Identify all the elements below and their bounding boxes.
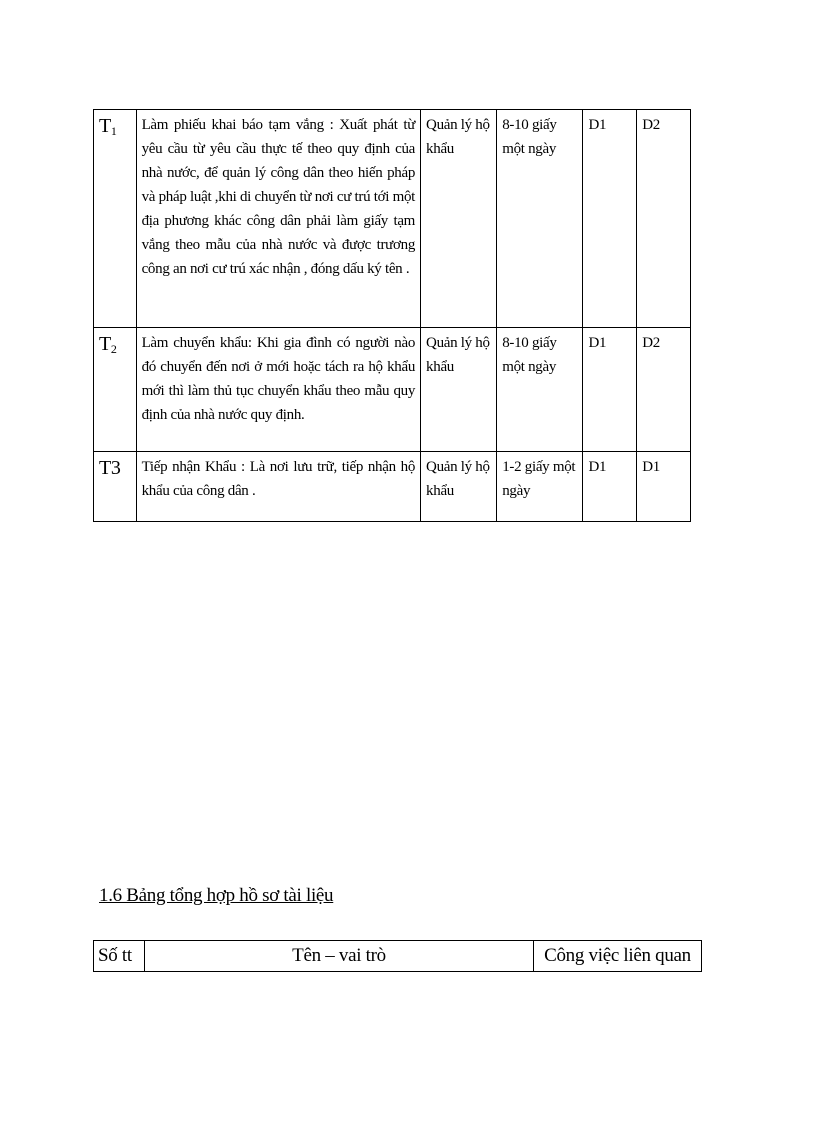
task-id-cell: [94, 328, 137, 452]
table-row: [94, 328, 691, 452]
task-description: Làm phiếu khai báo tạm vắng : Xuất phát từ yêu cầu từ yêu cầu thực tế theo quy định của nhà nước, để quản lý công dân theo hiến pháp và pháp luật ,khi di chuyển từ nơi cư trú tới một địa phương khác công dân phải làm giấy tạm vắng theo mẫu của nhà nước và được trương công an nơi cư trú xác nhận , đóng dấu ký tên .: [136, 110, 420, 328]
task-id-cell: [94, 452, 137, 522]
summary-table: [93, 940, 702, 972]
task-description: Làm chuyển khẩu: Khi gia đình có người nào đó chuyển đến nơi ở mới hoặc tách ra hộ khẩu mới thì làm thủ tục chuyển khẩu theo mẫu quy định của nhà nước quy định.: [136, 328, 420, 452]
task-department: Quản lý hộ khẩu: [421, 328, 497, 452]
task-department: Quản lý hộ khẩu: [421, 452, 497, 522]
task-input-doc: D1: [583, 110, 637, 328]
table-row: [94, 110, 691, 328]
task-id-cell: [94, 110, 137, 328]
task-frequency: 1-2 giấy một ngày: [497, 452, 583, 522]
task-output-doc: D2: [637, 110, 691, 328]
task-output-doc: D2: [637, 328, 691, 452]
task-frequency: 8-10 giấy một ngày: [497, 328, 583, 452]
task-id: T: [99, 333, 111, 355]
header-name-role: Tên – vai trò: [145, 941, 534, 972]
table-row: [94, 452, 691, 522]
task-input-doc: D1: [583, 328, 637, 452]
header-stt: Số tt: [94, 941, 145, 972]
table-header-row: [94, 941, 702, 972]
task-output-doc: D1: [637, 452, 691, 522]
task-id-subscript: 1: [110, 124, 117, 138]
section-heading: 1.6 Bảng tổng hợp hồ sơ tài liệu: [99, 885, 334, 906]
task-table: [93, 109, 691, 522]
task-department: Quản lý hộ khẩu: [421, 110, 497, 328]
task-id: T: [99, 115, 111, 137]
header-related-work: Công việc liên quan: [534, 941, 702, 972]
task-description: Tiếp nhận Khẩu : Là nơi lưu trữ, tiếp nhận hộ khẩu của công dân .: [136, 452, 420, 522]
task-frequency: 8-10 giấy một ngày: [497, 110, 583, 328]
task-id-subscript: 2: [110, 342, 117, 356]
task-input-doc: D1: [583, 452, 637, 522]
task-id: T3: [99, 457, 121, 479]
